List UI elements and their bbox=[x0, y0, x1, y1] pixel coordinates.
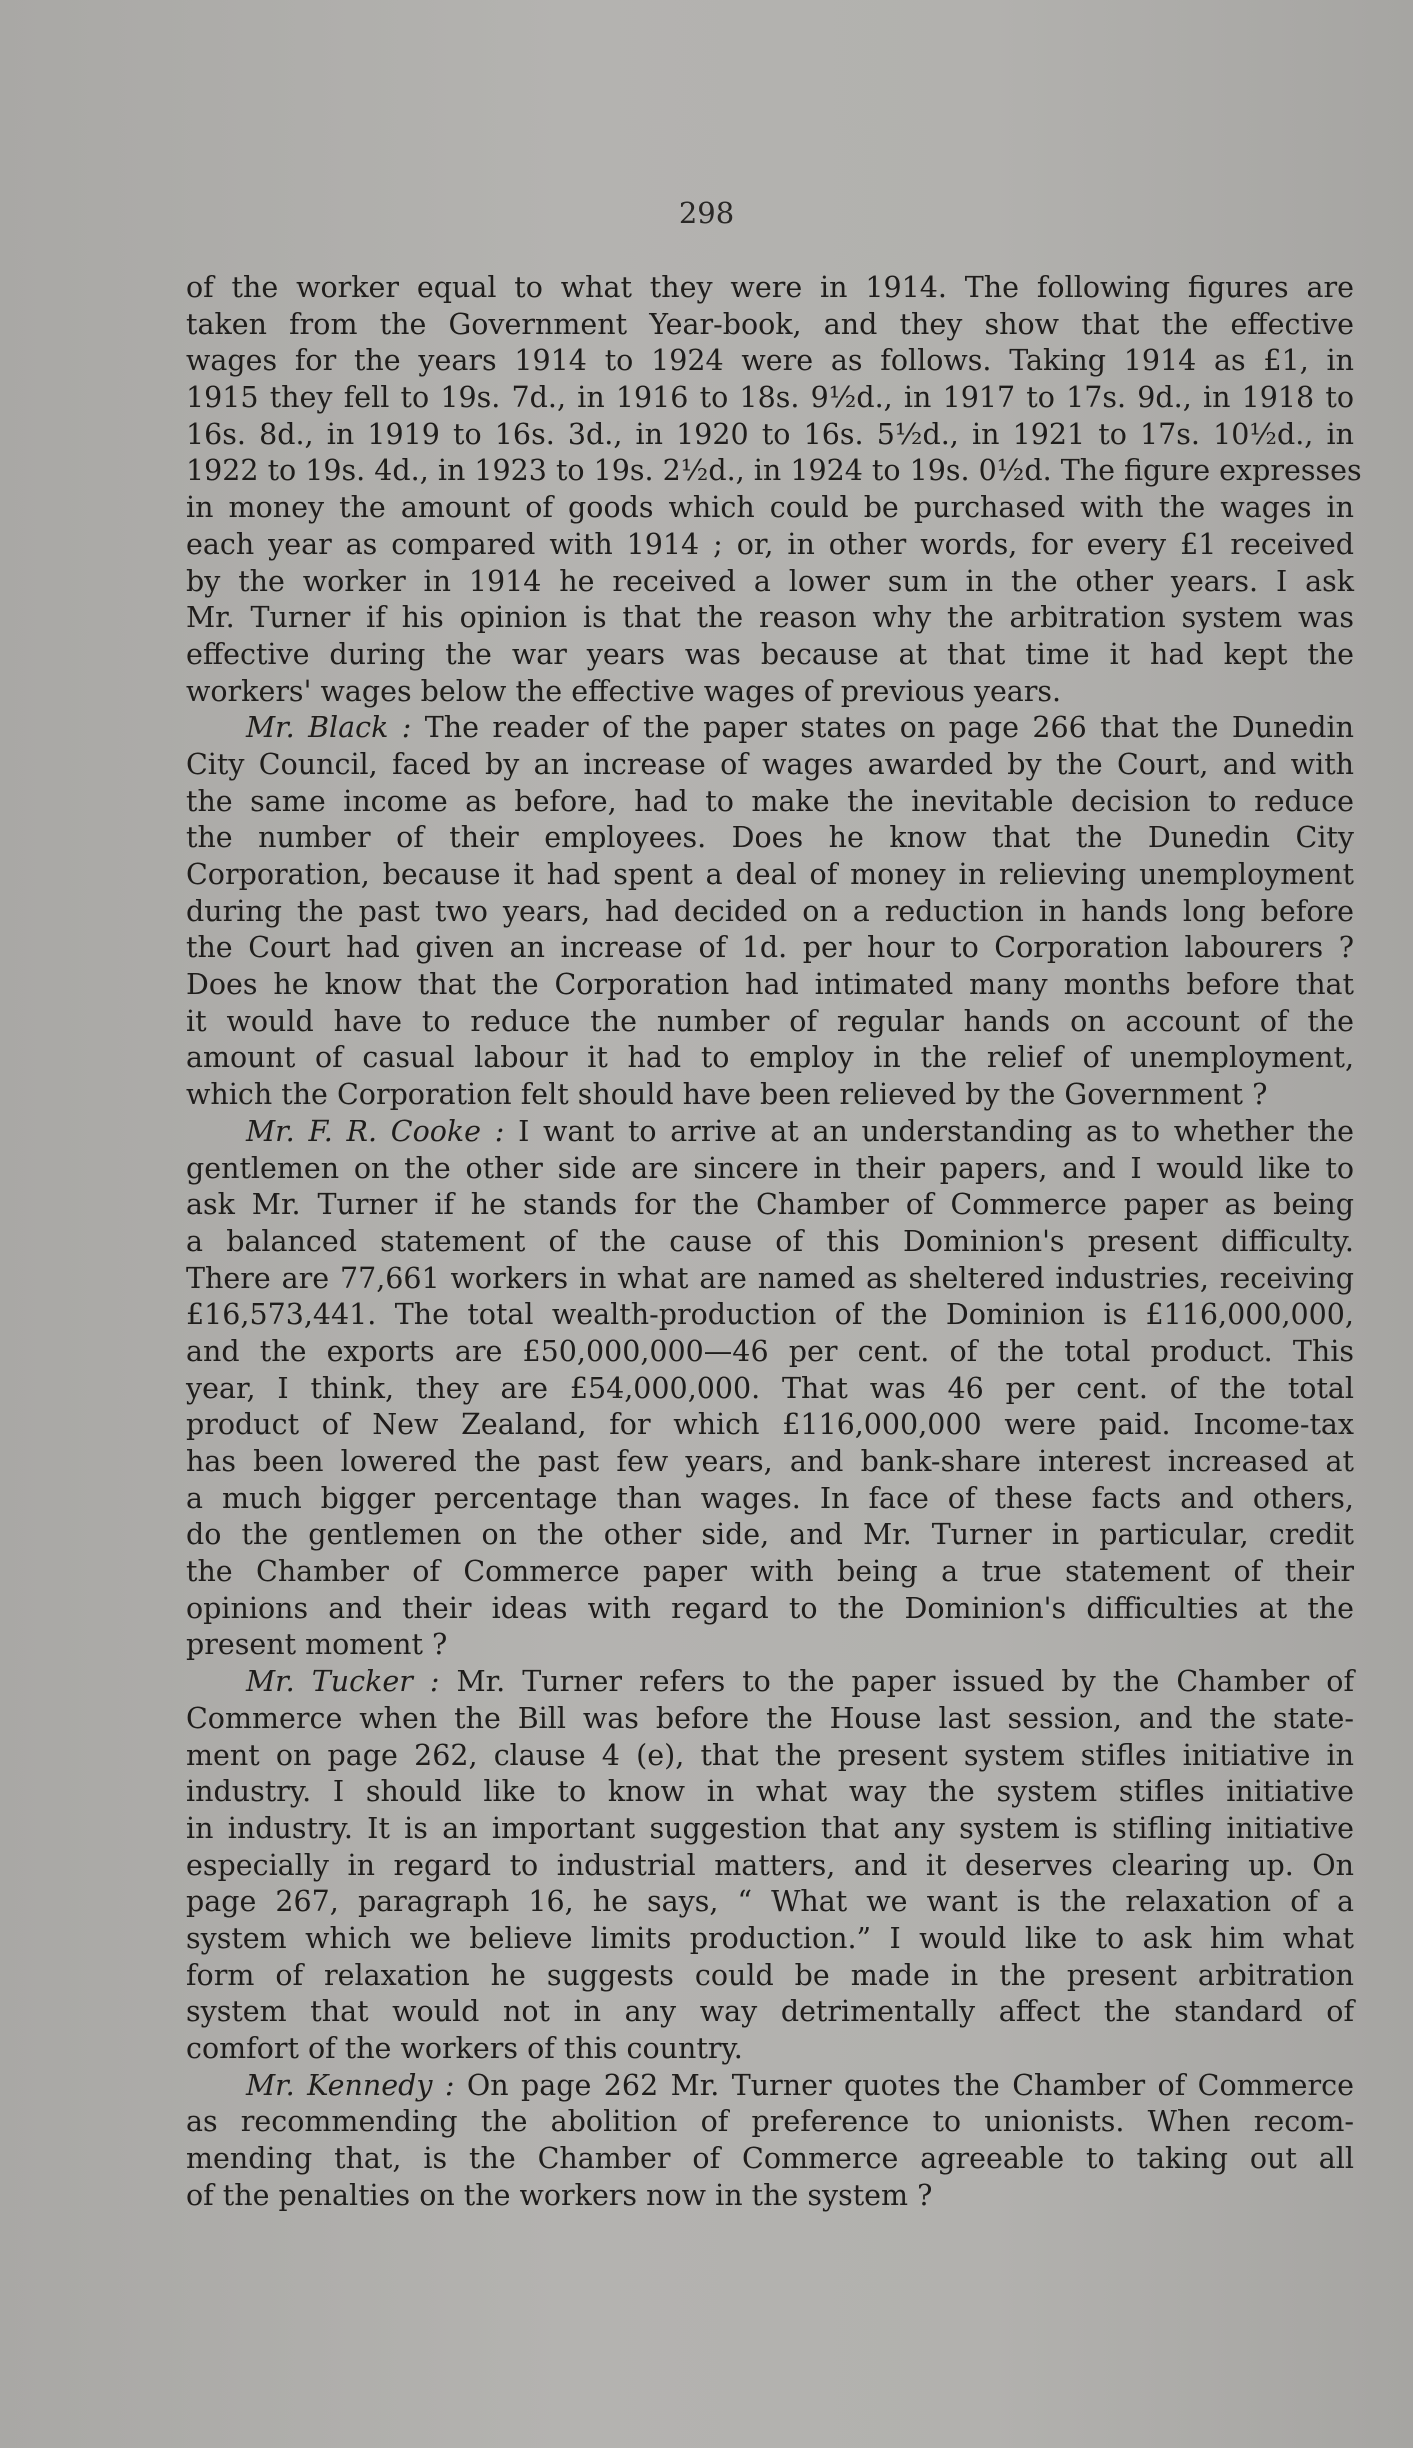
line-text: by the worker in 1914 he received a lower sum in the other years. I ask bbox=[186, 564, 1354, 598]
line-text: Mr. Turner refers to the paper issued by the Chamber of bbox=[456, 1665, 1355, 1699]
text-line bbox=[186, 1407, 1354, 1444]
line-text: gentlemen on the other side are sincere in their papers, and I would like to bbox=[186, 1151, 1354, 1185]
line-text: has been lowered the past few years, and bank-share interest increased at bbox=[186, 1445, 1354, 1478]
paragraph bbox=[186, 1664, 1354, 2068]
page-number: 298 bbox=[678, 196, 735, 230]
text-line bbox=[186, 600, 1354, 637]
paragraph bbox=[186, 710, 1354, 1114]
text-line bbox=[186, 1884, 1354, 1921]
text-line bbox=[186, 417, 1354, 454]
text-line bbox=[186, 1371, 1354, 1408]
text-line bbox=[186, 1738, 1354, 1775]
text-line bbox=[186, 2178, 1354, 2215]
line-text: opinions and their ideas with regard to the Dominion's difficulties at the bbox=[186, 1591, 1354, 1625]
line-text: There are 77,661 workers in what are named as sheltered industries, receiving bbox=[186, 1261, 1354, 1295]
line-text: Commerce when the Bill was before the House last session, and the state- bbox=[186, 1701, 1354, 1735]
line-text: Corporation, because it had spent a deal of money in relieving unemployment bbox=[186, 858, 1354, 891]
line-text: the number of their employees. Does he know that the Dunedin City bbox=[186, 821, 1354, 855]
text-line bbox=[186, 1261, 1354, 1298]
line-text: and the exports are £50,000,000—46 per cent. of the total product. This bbox=[186, 1334, 1354, 1368]
text-line bbox=[186, 710, 1354, 747]
line-text: as recommending the abolition of preference to unionists. When recom- bbox=[186, 2105, 1354, 2139]
text-line bbox=[186, 1481, 1354, 1518]
text-line bbox=[186, 1040, 1354, 1077]
line-text: a much bigger percentage than wages. In face of these facts and others, bbox=[186, 1481, 1354, 1515]
text-line bbox=[186, 2141, 1354, 2178]
speaker-name: Mr. Black : bbox=[246, 711, 412, 745]
line-text: in money the amount of goods which could be purchased with the wages in bbox=[186, 491, 1354, 525]
text-line bbox=[186, 490, 1354, 527]
line-text: amount of casual labour it had to employ in the relief of unemployment, bbox=[186, 1041, 1354, 1075]
line-text: a balanced statement of the cause of this Dominion's present difficulty. bbox=[186, 1224, 1354, 1258]
speaker-name: Mr. Kennedy : bbox=[246, 2068, 455, 2102]
text-line bbox=[186, 1224, 1354, 1261]
text-line bbox=[186, 1664, 1354, 1701]
text-line bbox=[186, 1811, 1354, 1848]
line-text: I want to arrive at an understanding as to whether the bbox=[518, 1114, 1355, 1148]
line-text: 1915 they fell to 19s. 7d., in 1916 to 18s. 9½d., in 1917 to 17s. 9d., in 1918 to bbox=[186, 381, 1354, 415]
line-text: taken from the Government Year-book, and they show that the effective bbox=[186, 307, 1354, 341]
text-line bbox=[186, 637, 1354, 674]
line-text: system which we believe limits production.” I would like to ask him what bbox=[186, 1921, 1354, 1955]
line-text: during the past two years, had decided on a reduction in hands long before bbox=[186, 894, 1354, 928]
body-text bbox=[186, 270, 1362, 2214]
text-line bbox=[186, 1004, 1354, 1041]
speaker-name: Mr. Tucker : bbox=[246, 1665, 440, 1699]
text-line bbox=[186, 1187, 1354, 1224]
line-text: City Council, faced by an increase of wages awarded by the Court, and with bbox=[186, 747, 1354, 781]
paragraph bbox=[186, 2068, 1354, 2215]
line-text: On page 262 Mr. Turner quotes the Chamber of Commerce bbox=[466, 2068, 1354, 2102]
text-line bbox=[186, 380, 1354, 417]
text-line bbox=[186, 1297, 1354, 1334]
line-text: system that would not in any way detrimentally affect the standard of bbox=[186, 1995, 1354, 2029]
text-line bbox=[186, 564, 1354, 601]
line-text: comfort of the workers of this country. bbox=[186, 2032, 743, 2065]
text-line bbox=[186, 930, 1354, 967]
text-line bbox=[186, 820, 1354, 857]
paragraph bbox=[186, 270, 1362, 710]
text-line bbox=[186, 1591, 1354, 1628]
text-line bbox=[186, 1848, 1354, 1885]
line-text: Mr. Turner if his opinion is that the reason why the arbitration system was bbox=[186, 601, 1354, 635]
text-line bbox=[186, 1114, 1354, 1151]
line-text: form of relaxation he suggests could be made in the present arbitration bbox=[186, 1958, 1354, 1992]
line-text: £16,573,441. The total wealth-production of the Dominion is £116,000,000, bbox=[186, 1298, 1354, 1332]
line-text: the same income as before, had to make the inevitable decision to reduce bbox=[186, 784, 1354, 818]
line-text: especially in regard to industrial matters, and it deserves clearing up. On bbox=[186, 1848, 1354, 1882]
text-line bbox=[186, 1921, 1354, 1958]
text-line bbox=[186, 343, 1354, 380]
line-text: Does he know that the Corporation had intimated many months before that bbox=[186, 968, 1354, 1002]
line-text: in industry. It is an important suggestion that any system is stifling initiative bbox=[186, 1811, 1354, 1845]
line-text: the Court had given an increase of 1d. per hour to Corporation labourers ? bbox=[186, 931, 1354, 965]
line-text: The reader of the paper states on page 266 that the Dunedin bbox=[424, 711, 1354, 745]
text-line bbox=[186, 857, 1354, 894]
text-line bbox=[186, 270, 1354, 307]
line-text: page 267, paragraph 16, he says, “ What we want is the relaxation of a bbox=[186, 1885, 1354, 1919]
line-text: industry. I should like to know in what way the system stifles initiative bbox=[186, 1775, 1354, 1809]
line-text: it would have to reduce the number of regular hands on account of the bbox=[186, 1004, 1354, 1038]
text-line bbox=[186, 1077, 1354, 1114]
line-text: do the gentlemen on the other side, and Mr. Turner in particular, credit bbox=[186, 1518, 1354, 1552]
line-text: effective during the war years was because at that time it had kept the bbox=[186, 637, 1354, 671]
line-text: wages for the years 1914 to 1924 were as follows. Taking 1914 as £1, in bbox=[186, 344, 1354, 378]
text-line bbox=[186, 307, 1354, 344]
text-line bbox=[186, 1334, 1354, 1371]
speaker-name: Mr. F. R. Cooke : bbox=[246, 1114, 505, 1148]
text-line bbox=[186, 967, 1354, 1004]
line-text: ment on page 262, clause 4 (e), that the present system stifles initiative in bbox=[186, 1738, 1354, 1772]
line-text: 16s. 8d., in 1919 to 16s. 3d., in 1920 to 16s. 5½d., in 1921 to 17s. 10½d., in bbox=[186, 417, 1354, 451]
line-text: ask Mr. Turner if he stands for the Chamber of Commerce paper as being bbox=[186, 1188, 1354, 1222]
text-line bbox=[186, 1627, 1354, 1664]
text-line bbox=[186, 1701, 1354, 1738]
text-line bbox=[186, 1444, 1354, 1481]
line-text: year, I think, they are £54,000,000. That was 46 per cent. of the total bbox=[186, 1371, 1354, 1405]
text-line bbox=[186, 2104, 1354, 2141]
text-line bbox=[186, 453, 1362, 490]
paragraph bbox=[186, 1114, 1354, 1664]
text-line bbox=[186, 1517, 1354, 1554]
line-text: workers' wages below the effective wages of previous years. bbox=[186, 674, 1062, 708]
text-line bbox=[186, 1554, 1354, 1591]
text-line bbox=[186, 1151, 1354, 1188]
line-text: of the penalties on the workers now in the system ? bbox=[186, 2178, 933, 2212]
text-line bbox=[186, 2031, 1354, 2068]
line-text: present moment ? bbox=[186, 1628, 448, 1662]
text-line bbox=[186, 1958, 1354, 1995]
text-line bbox=[186, 1774, 1354, 1811]
text-line bbox=[186, 674, 1354, 711]
line-text: of the worker equal to what they were in 1914. The following figures are bbox=[186, 271, 1354, 304]
text-line bbox=[186, 894, 1354, 931]
line-text: product of New Zealand, for which £116,000,000 were paid. Income-tax bbox=[186, 1408, 1354, 1442]
line-text: the Chamber of Commerce paper with being a true statement of their bbox=[186, 1555, 1354, 1589]
text-line bbox=[186, 2068, 1354, 2105]
text-line bbox=[186, 784, 1354, 821]
line-text: mending that, is the Chamber of Commerce agreeable to taking out all bbox=[186, 2142, 1354, 2176]
line-text: which the Corporation felt should have been relieved by the Government ? bbox=[186, 1078, 1268, 1112]
text-line bbox=[186, 747, 1354, 784]
line-text: 1922 to 19s. 4d., in 1923 to 19s. 2½d., in 1924 to 19s. 0½d. The figure expresses bbox=[186, 454, 1362, 488]
line-text: each year as compared with 1914 ; or, in other words, for every £1 received bbox=[186, 527, 1354, 561]
text-line bbox=[186, 1994, 1354, 2031]
text-line bbox=[186, 527, 1354, 564]
